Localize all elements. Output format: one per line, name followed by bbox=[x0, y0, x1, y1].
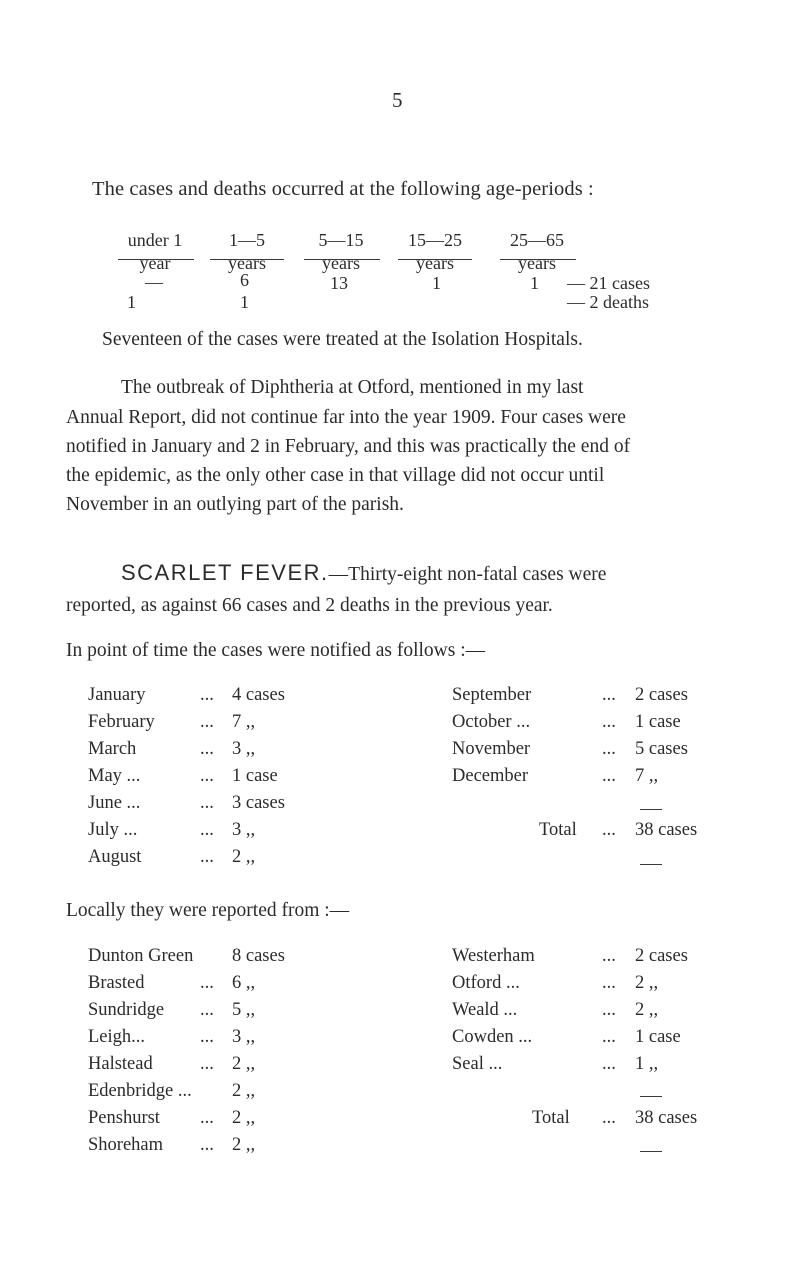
diphtheria-line-3: notified in January and 2 in February, and this was practically the end of bbox=[66, 436, 631, 457]
place-name: Dunton Green bbox=[88, 946, 194, 966]
place-value: 3 ,, bbox=[232, 1027, 256, 1047]
month-dots: ... bbox=[200, 793, 214, 813]
deaths-1-5: 1 bbox=[240, 292, 249, 312]
cases-15-25: 1 bbox=[432, 273, 441, 293]
place-value: 1 ,, bbox=[635, 1054, 659, 1074]
month-value: 3 cases bbox=[232, 793, 285, 813]
place-dots: ... bbox=[200, 1027, 214, 1047]
month-dots: ... bbox=[602, 739, 616, 759]
month-dots: ... bbox=[200, 847, 214, 867]
age-unit: years bbox=[416, 253, 454, 273]
month-value: 2 cases bbox=[635, 685, 688, 705]
header-rule bbox=[398, 259, 472, 260]
place-name: Penshurst bbox=[88, 1108, 160, 1128]
place-dots: ... bbox=[200, 1108, 214, 1128]
month-value: 3 ,, bbox=[232, 820, 256, 840]
month-value: 1 case bbox=[635, 712, 681, 732]
cases-under-1: — bbox=[145, 272, 163, 292]
age-col-5-15 bbox=[301, 229, 381, 275]
age-range: under 1 bbox=[127, 230, 183, 250]
diphtheria-line-4: the epidemic, as the only other case in that village did not occur until bbox=[66, 465, 605, 486]
total-rule bbox=[640, 1151, 662, 1152]
month-name: January bbox=[88, 685, 146, 705]
place-value: 1 case bbox=[635, 1027, 681, 1047]
places-total-value: 38 cases bbox=[635, 1108, 698, 1128]
age-range: 1—5 bbox=[229, 230, 265, 250]
month-name: March bbox=[88, 739, 137, 759]
page-number: 5 bbox=[392, 88, 403, 112]
place-name: Shoreham bbox=[88, 1135, 164, 1155]
place-dots: ... bbox=[200, 1135, 214, 1155]
age-col-15-25 bbox=[395, 229, 475, 275]
place-value: 8 cases bbox=[232, 946, 285, 966]
month-dots: ... bbox=[200, 820, 214, 840]
total-deaths: — 2 deaths bbox=[567, 292, 649, 312]
header-rule bbox=[500, 259, 576, 260]
place-name: Seal ... bbox=[452, 1054, 503, 1074]
month-value: 5 cases bbox=[635, 739, 688, 759]
months-total-dots: ... bbox=[602, 820, 616, 840]
month-value: 7 ,, bbox=[232, 712, 256, 732]
header-rule bbox=[118, 259, 194, 260]
month-name: December bbox=[452, 766, 529, 786]
subtotal-rule bbox=[640, 1096, 662, 1097]
place-dots: ... bbox=[200, 1054, 214, 1074]
scarlet-line-1-rest: —Thirty-eight non-fatal cases were bbox=[328, 564, 607, 585]
place-value: 5 ,, bbox=[232, 1000, 256, 1020]
place-dots: ... bbox=[200, 973, 214, 993]
place-dots: ... bbox=[602, 1000, 616, 1020]
diphtheria-line-1: The outbreak of Diphtheria at Otford, mentioned in my last bbox=[121, 377, 584, 398]
diphtheria-line-5: November in an outlying part of the parish. bbox=[66, 494, 404, 515]
scarlet-line-2: reported, as against 66 cases and 2 deaths in the previous year. bbox=[66, 595, 553, 616]
month-name: May ... bbox=[88, 766, 141, 786]
place-name: Cowden ... bbox=[452, 1027, 533, 1047]
place-name: Sundridge bbox=[88, 1000, 165, 1020]
place-dots: ... bbox=[602, 946, 616, 966]
age-range: 25—65 bbox=[510, 230, 564, 250]
month-name: October ... bbox=[452, 712, 531, 732]
place-dots: ... bbox=[602, 1027, 616, 1047]
month-dots: ... bbox=[200, 712, 214, 732]
total-cases: — 21 cases bbox=[567, 273, 650, 293]
place-dots: ... bbox=[602, 973, 616, 993]
place-value: 2 ,, bbox=[232, 1135, 256, 1155]
diphtheria-line-2: Annual Report, did not continue far into the year 1909. Four cases were bbox=[66, 407, 626, 428]
isolation-note: Seventeen of the cases were treated at the Isolation Hospitals. bbox=[102, 329, 583, 350]
month-name: June ... bbox=[88, 793, 141, 813]
age-periods-intro: The cases and deaths occurred at the following age-periods : bbox=[92, 178, 594, 200]
place-value: 2 ,, bbox=[232, 1054, 256, 1074]
place-value: 2 ,, bbox=[635, 973, 659, 993]
month-value: 1 case bbox=[232, 766, 278, 786]
cases-5-15: 13 bbox=[330, 273, 348, 293]
months-total-label: Total bbox=[539, 820, 577, 840]
place-name: Halstead bbox=[88, 1054, 153, 1074]
place-name: Brasted bbox=[88, 973, 145, 993]
age-col-25-65 bbox=[497, 229, 577, 275]
month-dots: ... bbox=[602, 712, 616, 732]
locality-intro: Locally they were reported from :— bbox=[66, 900, 350, 921]
month-dots: ... bbox=[602, 685, 616, 705]
month-dots: ... bbox=[602, 766, 616, 786]
age-range: 15—25 bbox=[408, 230, 462, 250]
place-name: Edenbridge ... bbox=[88, 1081, 192, 1101]
month-dots: ... bbox=[200, 739, 214, 759]
scarlet-line-1 bbox=[121, 560, 606, 589]
month-value: 3 ,, bbox=[232, 739, 256, 759]
cases-1-5: 6 bbox=[240, 270, 249, 290]
age-range: 5—15 bbox=[318, 230, 364, 250]
subtotal-rule bbox=[640, 809, 662, 810]
month-name: November bbox=[452, 739, 531, 759]
months-intro: In point of time the cases were notified as follows :— bbox=[66, 640, 486, 661]
month-name: February bbox=[88, 712, 155, 732]
total-rule bbox=[640, 864, 662, 865]
place-value: 2 ,, bbox=[232, 1081, 256, 1101]
place-value: 2 ,, bbox=[232, 1108, 256, 1128]
place-value: 2 cases bbox=[635, 946, 688, 966]
place-name: Westerham bbox=[452, 946, 535, 966]
month-dots: ... bbox=[200, 766, 214, 786]
month-name: August bbox=[88, 847, 142, 867]
age-unit: years bbox=[228, 253, 266, 273]
month-value: 7 ,, bbox=[635, 766, 659, 786]
month-name: September bbox=[452, 685, 532, 705]
header-rule bbox=[304, 259, 380, 260]
places-total-label: Total bbox=[532, 1108, 570, 1128]
age-col-1-5 bbox=[212, 229, 282, 275]
place-name: Leigh... bbox=[88, 1027, 146, 1047]
cases-25-65: 1 bbox=[530, 273, 539, 293]
place-value: 2 ,, bbox=[635, 1000, 659, 1020]
place-dots: ... bbox=[602, 1054, 616, 1074]
month-value: 2 ,, bbox=[232, 847, 256, 867]
place-value: 6 ,, bbox=[232, 973, 256, 993]
place-name: Weald ... bbox=[452, 1000, 518, 1020]
month-name: July ... bbox=[88, 820, 138, 840]
months-total-value: 38 cases bbox=[635, 820, 698, 840]
deaths-under-1: 1 bbox=[127, 292, 136, 312]
age-unit: years bbox=[518, 253, 556, 273]
age-unit: year bbox=[139, 253, 171, 273]
place-dots: ... bbox=[200, 1000, 214, 1020]
scarlet-fever-heading: SCARLET FEVER. bbox=[121, 560, 329, 585]
header-rule bbox=[210, 259, 284, 260]
month-value: 4 cases bbox=[232, 685, 285, 705]
age-col-under-1 bbox=[120, 229, 190, 275]
place-name: Otford ... bbox=[452, 973, 520, 993]
age-unit: years bbox=[322, 253, 360, 273]
places-total-dots: ... bbox=[602, 1108, 616, 1128]
month-dots: ... bbox=[200, 685, 214, 705]
